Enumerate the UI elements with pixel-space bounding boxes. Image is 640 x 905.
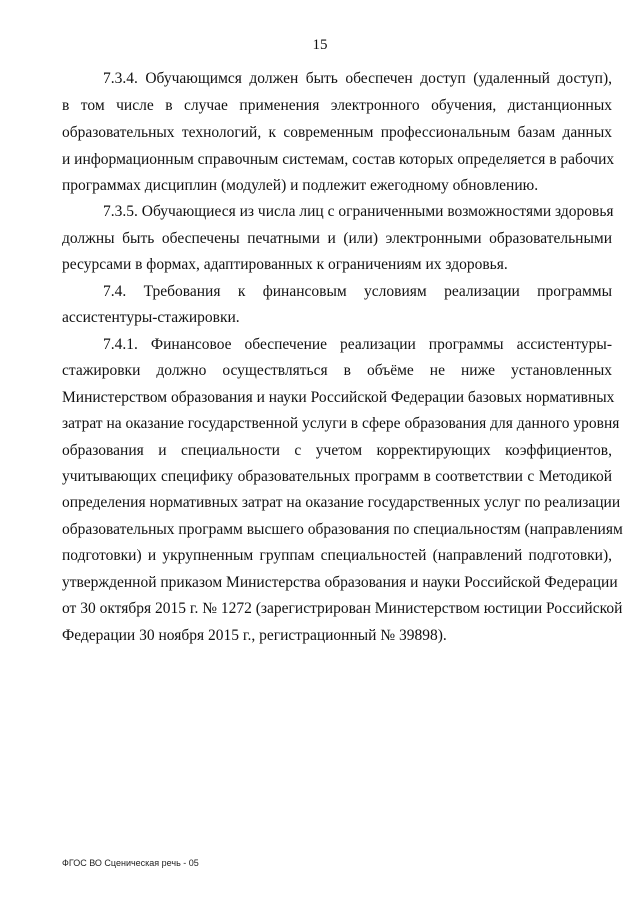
page-footer: ФГОС ВО Сценическая речь - 05 [62,858,199,868]
paragraph-7-4-1-line: учитывающих специфику образовательных программ в соответствии с Методикой [62,468,612,485]
paragraph-7-4-1-line: Министерством образования и науки Российской Федерации базовых нормативных [62,389,615,406]
paragraph-7-4-1-line: образования и специальности с учетом корректирующих коэффициентов, [62,442,612,459]
paragraph-7-4-1-line: стажировки должно осуществляться в объёме не ниже установленных [62,362,612,379]
paragraph-7-4-1-line: определения нормативных затрат на оказание государственных услуг по реализации [62,494,621,511]
paragraph-7-4-1-line: Федерации 30 ноября 2015 г., регистрационный № 39898). [62,627,447,644]
section-7-4-heading-line: 7.4. Требования к финансовым условиям реализации программы [103,283,612,300]
paragraph-7-3-4-line: 7.3.4. Обучающимся должен быть обеспечен доступ (удаленный доступ), [103,70,612,87]
paragraph-7-3-5-line: 7.3.5. Обучающиеся из числа лиц с ограниченными возможностями здоровья [103,203,614,220]
paragraph-7-4-1-line: 7.4.1. Финансовое обеспечение реализации программы ассистентуры- [103,336,612,353]
paragraph-7-3-4-line: образовательных технологий, к современным профессиональным базам данных [62,124,612,141]
paragraph-7-3-4-line: в том числе в случае применения электронного обучения, дистанционных [62,97,612,114]
paragraph-7-4-1-line: образовательных программ высшего образования по специальностям (направлениям [62,521,623,538]
paragraph-7-4-1-line: подготовки) и укрупненным группам специальностей (направлений подготовки), [62,547,612,564]
paragraph-7-4-1-line: утвержденной приказом Министерства образования и науки Российской Федерации [62,574,618,591]
page-number: 15 [312,37,328,53]
paragraph-7-4-1-line: затрат на оказание государственной услуги в сфере образования для данного уровня [62,415,620,432]
paragraph-7-3-5-line: должны быть обеспечены печатными и (или) электронными образовательными [62,230,612,247]
paragraph-7-3-5-line: ресурсами в формах, адаптированных к ограничениям их здоровья. [62,256,508,273]
section-7-4-heading-line: ассистентуры-стажировки. [62,309,240,326]
paragraph-7-3-4-line: и информационным справочным системам, состав которых определяется в рабочих [62,151,615,168]
paragraph-7-3-4-line: программах дисциплин (модулей) и подлежит ежегодному обновлению. [62,177,539,194]
paragraph-7-4-1-line: от 30 октября 2015 г. № 1272 (зарегистрирован Министерством юстиции Российской [62,600,623,617]
